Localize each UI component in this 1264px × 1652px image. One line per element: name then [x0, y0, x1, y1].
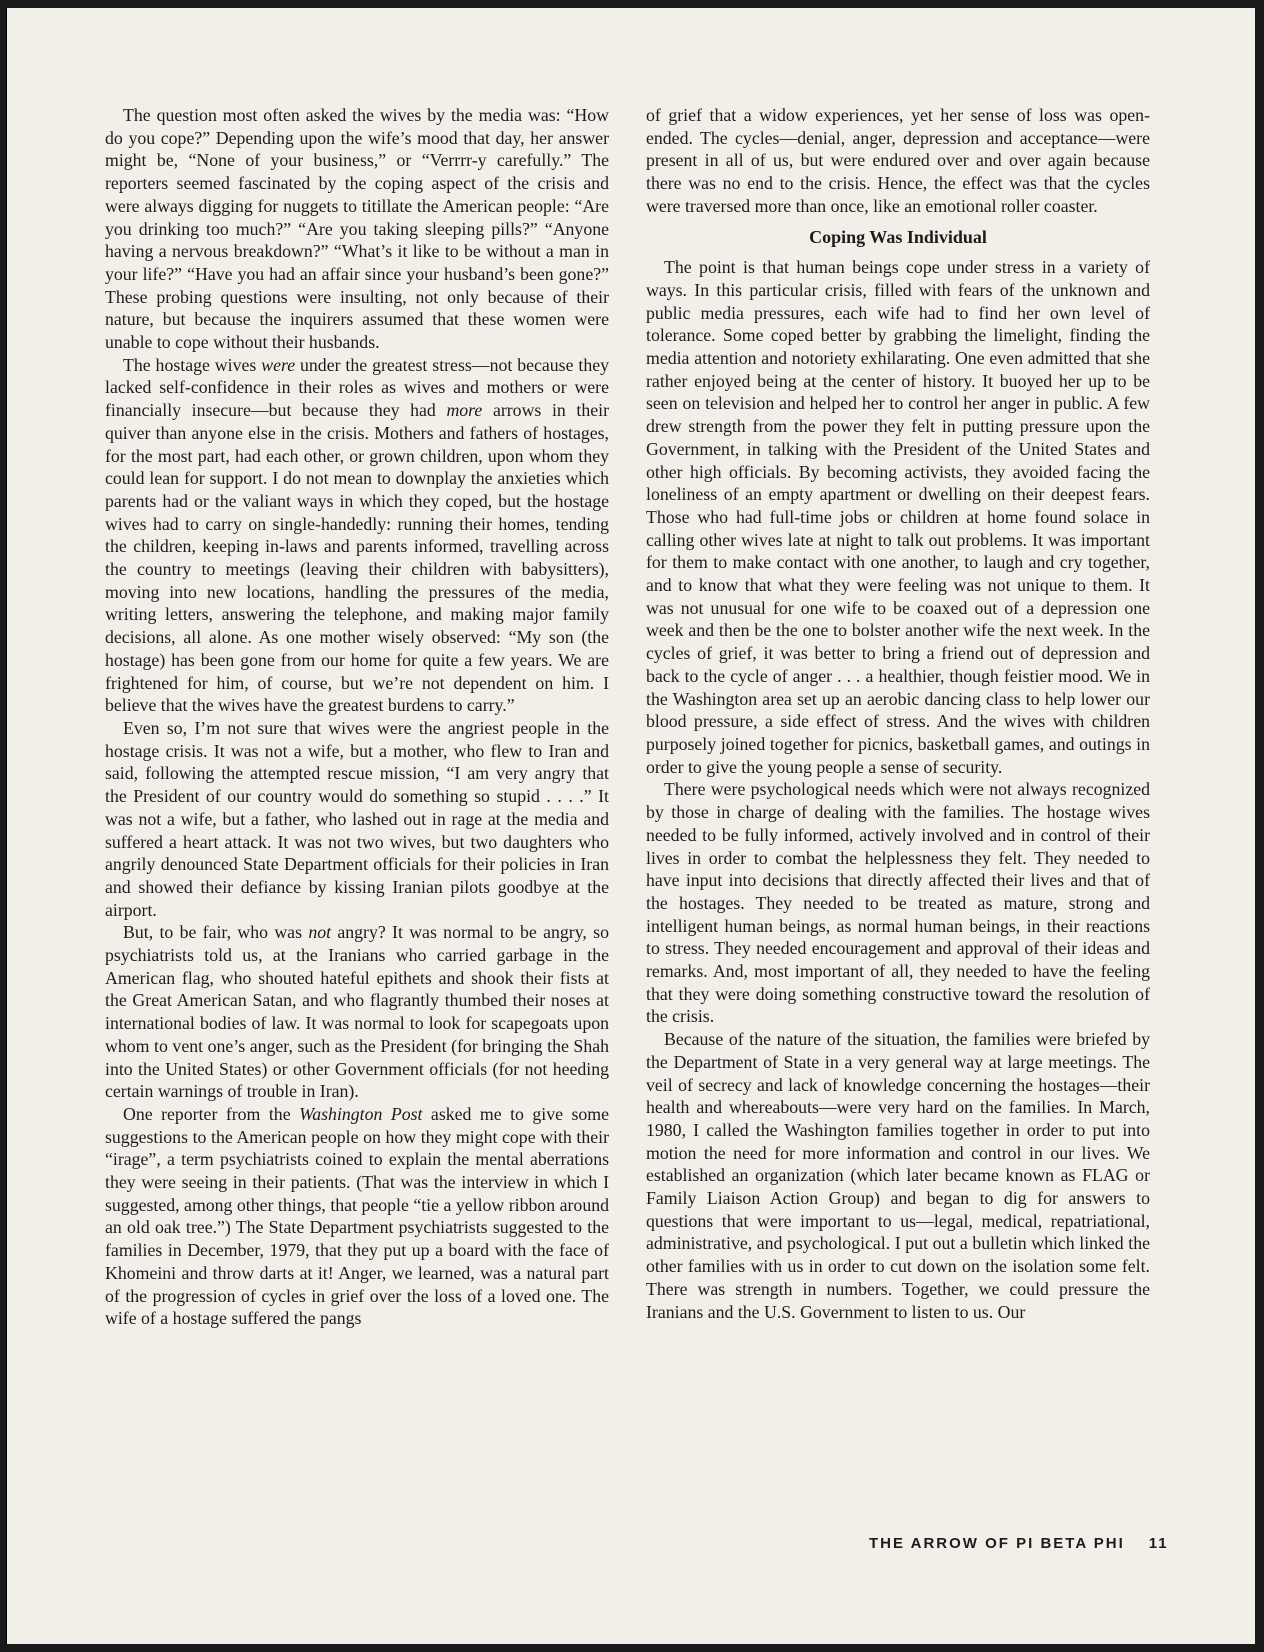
text-run: arrows in their quiver than anyone else in the crisis. Mothers and fathers of hostages, for the most part, had each other, or grown children, upon whom they could lean for support. I do not mean to downplay the anxieties which parents had or the valiant ways in which they coped, but the hostage wives had to carry on single-handedly: running their homes, tending the children, keeping in-laws and parents informed, travelling across the country to meetings (leaving their children with babysitters), moving into new locations, handling the pressures of the media, writing letters, answering the telephone, and making major family decisions, all alone. As one mother wisely observed: “My son (the hostage) has been gone from our home for quite a few years. We are frightened for him, of course, but we’re not dependent on him. I believe that the wives have the greatest burdens to carry.”: [105, 400, 609, 716]
paragraph-flag-organization: Because of the nature of the situation, the families were briefed by the Department of State in a very general way at large meetings. The veil of secrecy and lack of knowledge concerning the hostages—their health and whereabouts—were very hard on the families. In March, 1980, I called the Washington families together in order to put into motion the need for more information and control in our lives. We established an organization (which later became known as FLAG or Family Liaison Action Group) and began to dig for answers to questions that were important to us—legal, medical, repatriational, administrative, and psychological. I put out a bulletin which linked the other families with us in order to cut down on the isolation some felt. There was strength in numbers. Together, we could pressure the Iranians and the U.S. Government to listen to us. Our: [646, 1029, 1150, 1322]
paragraph-hostage-wives: [105, 354, 609, 717]
paragraph-media-question: The question most often asked the wives by the media was: “How do you cope?” Depending upon the wife’s mood that day, her answer might be, “None of your business,” or “Verrrr-y carefully.” The reporters seemed fascinated by the coping aspect of the crisis and were always digging for nuggets to titillate the American people: “Are you drinking too much?” “Are you taking sleeping pills?” “Anyone having a nervous breakdown?” “What’s it like to be without a man in your life?” “Have you had an affair since your husband’s been gone?” These probing questions were insulting, not only because of their nature, but because the inquirers assumed that these women were unable to cope without their husbands.: [105, 105, 609, 353]
paragraph-coping-ways: The point is that human beings cope under stress in a variety of ways. In this particular crisis, filled with fears of the unknown and public media pressures, each wife had to find her own level of tolerance. Some coped better by grabbing the limelight, finding the media attention and notoriety exhilarating. One even admitted that she rather enjoyed being at the center of history. It buoyed her up to be seen on television and helped her to control her anger in public. A few drew strength from the power they felt in putting pressure upon the Government, in talking with the President of the United States and other high officials. By becoming activists, they avoided facing the loneliness of an empty apartment or dwelling on their deepest fears. Those who had full-time jobs or children at home found solace in calling other wives late at night to talk out problems. It was important for them to make contact with one another, to laugh and cry together, and to know that what they were feeling was not unique to them. It was not unusual for one wife to be coaxed out of a depression one week and then be the one to bolster another wife the next week. In the cycles of grief, it was better to bring a friend out of depression and back to the cycle of anger . . . a healthier, though feistier mood. We in the Washington area set up an aerobic dancing class to help lower our blood pressure, a side effect of stress. And the wives with children purposely joined together for picnics, basketball games, and outings in order to give the young people a sense of security.: [646, 257, 1150, 777]
emphasis-not: not: [308, 922, 332, 943]
paragraph-grief-cycles: of grief that a widow experiences, yet her sense of loss was open-ended. The cycles—denial, anger, depression and acceptance—were present in all of us, but were endured over and over again because there was no end to the crisis. Hence, the effect was that the cycles were traversed more than once, like an emotional roller coaster.: [646, 105, 1150, 216]
emphasis-washington-post: Washington Post: [299, 1103, 423, 1124]
text-run: The hostage wives: [123, 354, 262, 375]
page-number: 11: [1148, 1535, 1169, 1552]
emphasis-were: were: [261, 354, 296, 375]
paragraph-angriest-people: Even so, I’m not sure that wives were the angriest people in the hostage crisis. It was not a wife, but a mother, who flew to Iran and said, following the attempted rescue mission, “I am very angry that the President of our country would do something so stupid . . . .” It was not a wife, but a father, who lashed out in rage at the media and suffered a heart attack. It was not two wives, but two daughters who angrily denounced State Department officials for their policies in Iran and showed their defiance by kissing Iranian pilots goodbye at the airport.: [105, 717, 609, 920]
document-page: [6, 8, 1255, 1644]
emphasis-more: more: [446, 400, 483, 421]
paragraph-psychological-needs: There were psychological needs which were not always recognized by those in charge of dealing with the families. The hostage wives needed to be fully informed, actively involved and in control of their lives in order to combat the helplessness they felt. They needed to have input into decisions that directly affected their lives and that of the hostages. They needed to be treated as mature, strong and intelligent human beings, as normal human beings, in their reactions to stress. They needed encouragement and approval of their ideas and remarks. And, most important of all, they needed to have the feeling that they were doing something constructive toward the resolution of the crisis.: [646, 779, 1150, 1027]
text-run: But, to be fair, who was: [123, 922, 309, 943]
text-run: asked me to give some suggestions to the American people on how they might cope with their “irage”, a term psychiatrists coined to explain the mental aberrations they were seeing in their patients. (That was the interview in which I suggested, among other things, that people “tie a yellow ribbon around an old oak tree.”) The State Department psychiatrists suggested to the families in December, 1979, that they put up a board with the face of Khomeini and throw darts at it! Anger, we learned, was a natural part of the progression of cycles in grief over the loss of a loved one. The wife of a hostage suffered the pangs: [105, 1103, 609, 1329]
paragraph-washington-post: [105, 1103, 609, 1330]
publication-title: THE ARROW OF PI BETA PHI: [869, 1535, 1125, 1552]
section-heading: Coping Was Individual: [809, 226, 987, 247]
text-run: angry? It was normal to be angry, so psychiatrists told us, at the Iranians who carried garbage in the American flag, who shouted hateful epithets and shook their fists at the Great American Satan, and who flagrantly thumbed their noses at international bodies of law. It was normal to look for scapegoats upon whom to vent one’s anger, such as the President (for bringing the Shah into the United States) or other Government officials (for not heeding certain warnings of trouble in Iran).: [105, 922, 609, 1102]
text-run: One reporter from the: [123, 1103, 300, 1124]
left-column: [105, 104, 609, 1330]
right-column: [646, 104, 1150, 1323]
page-footer: [869, 1535, 1169, 1552]
paragraph-who-was-not-angry: [105, 921, 609, 1103]
text-run: under the greatest stress—not because they lacked self-confidence in their roles as wives and mothers or were financially insecure—but because they had: [105, 354, 609, 421]
